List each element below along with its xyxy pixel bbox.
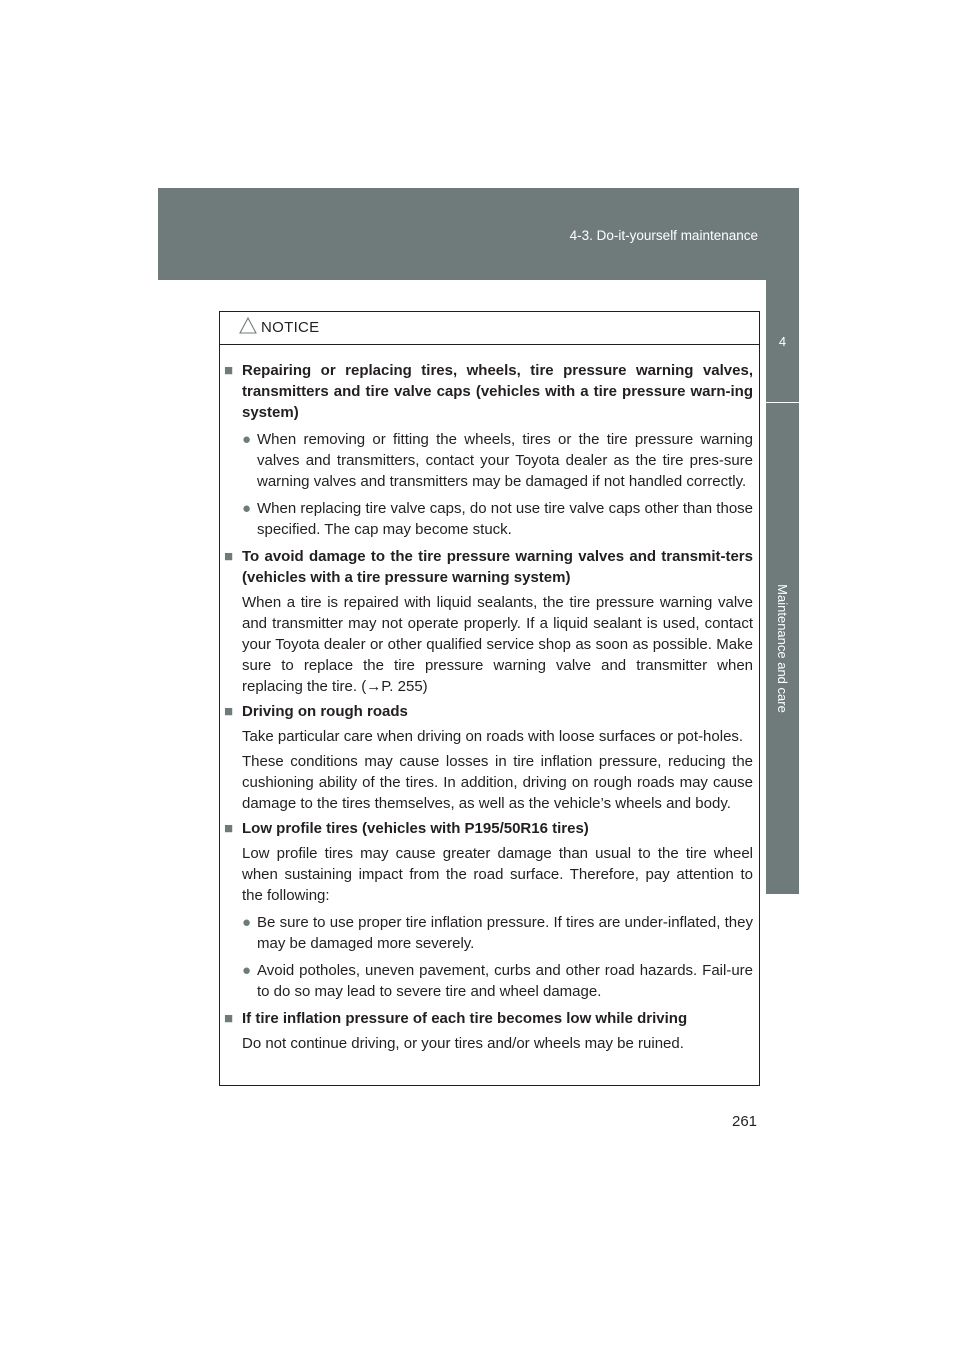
circle-bullet-icon: ●: [242, 431, 252, 448]
bullet-text: Be sure to use proper tire inflation pressure. If tires are under-inflated, they may be damaged more severely.: [257, 914, 753, 952]
notice-body: [220, 345, 759, 1054]
section-title-text: Driving on rough roads: [242, 703, 408, 720]
notice-section: [224, 546, 753, 697]
section-title-text: If tire inflation pressure of each tire becomes low while driving: [242, 1010, 688, 1027]
bullet-item: [242, 912, 753, 954]
circle-bullet-icon: ●: [242, 962, 252, 979]
bullet-text: When removing or fitting the wheels, tires or the tire pressure warning valves and transmitters, contact your Toyota dealer as the tire pres-sure warning valves and transmitters may be damaged if not handled correctly.: [257, 431, 753, 490]
paragraph: These conditions may cause losses in tire inflation pressure, reducing the cushioning ability of the tires. In addition, driving on rough roads may cause damage to the tires themselves, as well as the vehicle’s wheels and body.: [242, 753, 753, 812]
square-bullet-icon: ■: [224, 703, 234, 720]
paragraph: Low profile tires may cause greater damage than usual to the tire wheel when sustaining impact from the road surface. Therefore, pay attention to the following:: [242, 845, 753, 904]
section-heading: [224, 818, 753, 839]
bullet-item: [242, 960, 753, 1002]
section-title-text: Repairing or replacing tires, wheels, tire pressure warning valves, transmitters and tire valve caps (vehicles with a tire pressure warn-ing system): [242, 362, 753, 421]
notice-box: [219, 311, 760, 1086]
section-heading: [224, 546, 753, 588]
chapter-side-tab: [766, 280, 799, 894]
section-heading: [224, 1008, 753, 1029]
section-header-bar: [158, 188, 799, 280]
bullet-item: [242, 429, 753, 492]
bullet-item: [242, 498, 753, 540]
section-heading: [224, 360, 753, 423]
notice-section: [224, 360, 753, 540]
bullet-text: Avoid potholes, uneven pavement, curbs and other road hazards. Fail-ure to do so may lead to severe tire and wheel damage.: [257, 962, 753, 1000]
paragraph: Do not continue driving, or your tires and/or wheels may be ruined.: [242, 1035, 684, 1052]
notice-section: [224, 818, 753, 1002]
notice-label: NOTICE: [261, 319, 320, 336]
section-title-text: To avoid damage to the tire pressure warning valves and transmit-ters (vehicles with a tire pressure warning system): [242, 548, 753, 586]
square-bullet-icon: ■: [224, 1010, 234, 1027]
notice-header: [220, 312, 759, 345]
square-bullet-icon: ■: [224, 820, 234, 837]
chapter-label: Maintenance and care: [775, 584, 790, 713]
square-bullet-icon: ■: [224, 548, 234, 565]
section-heading: [224, 701, 753, 722]
bullet-text: When replacing tire valve caps, do not use tire valve caps other than those specified. The cap may become stuck.: [257, 500, 753, 538]
page-number: 261: [732, 1113, 758, 1130]
circle-bullet-icon: ●: [242, 914, 252, 931]
notice-section: [224, 1008, 753, 1054]
notice-section: [224, 701, 753, 814]
paragraph: Take particular care when driving on roads with loose surfaces or pot-holes.: [242, 728, 744, 745]
section-title: 4-3. Do-it-yourself maintenance: [569, 228, 758, 243]
chapter-label-container: [766, 403, 799, 894]
paragraph: When a tire is repaired with liquid sealants, the tire pressure warning valve and transmitter may not operate properly. If a liquid sealant is used, contact your Toyota dealer or other qualified service shop as soon as possible. Make sure to replace the tire pressure warning valve and transmitter when replacing the tire. (→P. 255): [242, 594, 753, 695]
circle-bullet-icon: ●: [242, 500, 252, 517]
section-title-text: Low profile tires (vehicles with P195/50R16 tires): [242, 820, 589, 837]
square-bullet-icon: ■: [224, 362, 234, 379]
warning-triangle-icon: [239, 317, 257, 334]
chapter-number: 4: [778, 333, 787, 349]
